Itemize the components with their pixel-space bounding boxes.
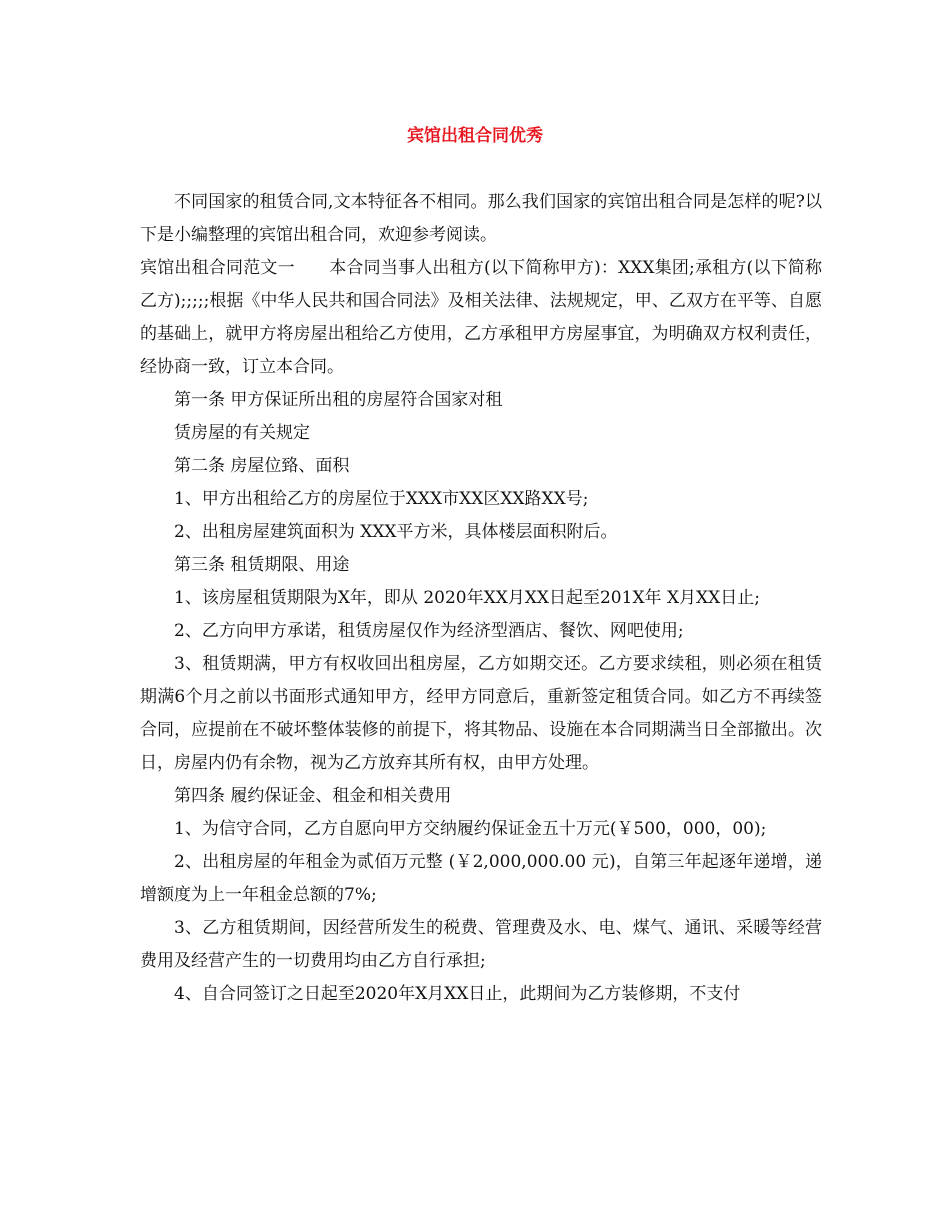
document-body <box>140 186 822 1011</box>
article-3-item-1: 1、该房屋租赁期限为X年，即从 2020年XX月XX日起至201X年 X月XX日止; <box>174 588 760 608</box>
document-title: 宾馆出租合同优秀 <box>407 126 543 146</box>
article-3-item-2: 2、乙方向甲方承诺，租赁房屋仅作为经济型酒店、餐饮、网吧使用; <box>174 621 684 641</box>
article-4-item-3: 3、乙方租赁期间，因经营所发生的税费、管理费及水、电、煤气、通讯、采暖等经营费用及经营产生的一切费用均由乙方自行承担; <box>140 918 822 971</box>
article-2-item-2: 2、出租房屋建筑面积为 XXX平方米，具体楼层面积附后。 <box>174 522 618 542</box>
article-4-item-2: 2、出租房屋的年租金为贰佰万元整 (￥2,000,000.00 元)，自第三年起逐年递增，递增额度为上一年租金总额的7%; <box>140 852 822 905</box>
paragraph-intro: 不同国家的租赁合同,文本特征各不相同。那么我们国家的宾馆出租合同是怎样的呢?以下是小编整理的宾馆出租合同，欢迎参考阅读。 <box>140 192 822 245</box>
paragraph-contract-parties: 宾馆出租合同范文一 本合同当事人出租方(以下简称甲方)：XXX集团;承租方(以下简称乙方);;;;;根据《中华人民共和国合同法》及相关法律、法规规定，甲、乙双方在平等、自愿的基础上，就甲方将房屋出租给乙方使用，乙方承租甲方房屋事宜，为明确双方权利责任，经协商一致，订立本合同。 <box>140 258 822 377</box>
article-1-heading-line2: 赁房屋的有关规定 <box>174 423 310 443</box>
article-3-item-3: 3、租赁期满，甲方有权收回出租房屋，乙方如期交还。乙方要求续租，则必须在租赁期满6个月之前以书面形式通知甲方，经甲方同意后，重新签定租赁合同。如乙方不再续签合同，应提前在不破坏整体装修的前提下，将其物品、设施在本合同期满当日全部撤出。次日，房屋内仍有余物，视为乙方放弃其所有权，由甲方处理。 <box>140 654 822 773</box>
article-4-item-4: 4、自合同签订之日起至2020年X月XX日止，此期间为乙方装修期，不支付 <box>174 984 741 1004</box>
article-2-heading: 第二条 房屋位臵、面积 <box>174 456 350 476</box>
article-4-heading: 第四条 履约保证金、租金和相关费用 <box>174 786 452 806</box>
article-2-item-1: 1、甲方出租给乙方的房屋位于XXX市XX区XX路XX号; <box>174 489 589 509</box>
article-3-heading: 第三条 租赁期限、用途 <box>174 555 350 575</box>
article-1-heading-line1: 第一条 甲方保证所出租的房屋符合国家对租 <box>174 390 503 410</box>
article-4-item-1: 1、为信守合同，乙方自愿向甲方交纳履约保证金五十万元(￥500，000，00); <box>174 819 767 839</box>
